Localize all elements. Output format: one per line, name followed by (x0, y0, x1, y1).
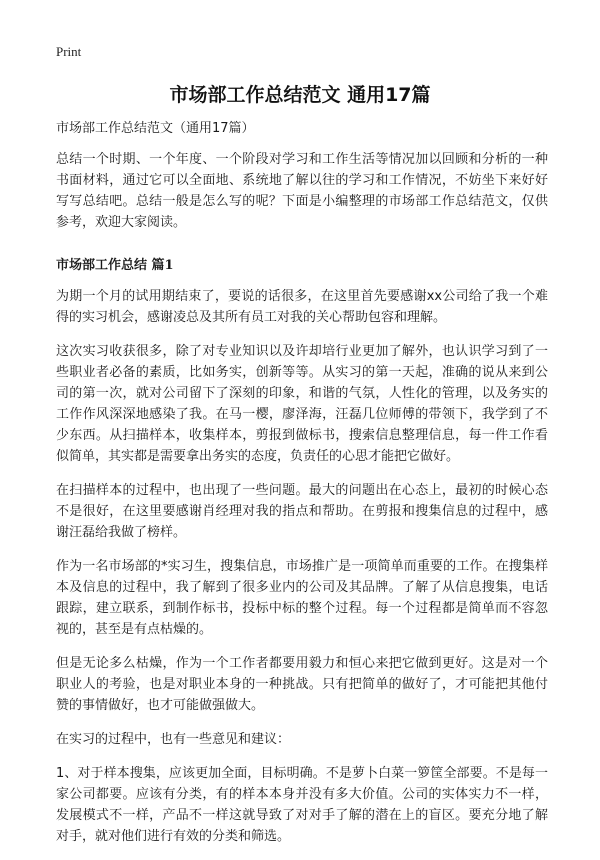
document-title: 市场部工作总结范文 通用17篇 (169, 84, 431, 106)
body-paragraph-4: 作为一名市场部的*实习生，搜集信息，市场推广是一项简单而重要的工作。在搜集样本及信息的过程中，我了解到了很多业内的公司及其品牌。了解了从信息搜集，电话跟踪，建立联系，到制作标书，投标中标的整个过程。每一个过程都是简单而不容忽视的，甚至是有点枯燥的。 (56, 559, 548, 637)
body-paragraph-1: 为期一个月的试用期结束了，要说的话很多，在这里首先要感谢xx公司给了我一个难得的实习机会，感谢凌总及其所有员工对我的关心帮助包容和理解。 (56, 289, 548, 325)
section-heading: 市场部工作总结 篇1 (56, 258, 174, 273)
print-link[interactable]: Print (56, 44, 82, 59)
document-subtitle: 市场部工作总结范文（通用17篇） (56, 121, 255, 136)
body-paragraph-3: 在扫描样本的过程中，也出现了一些问题。最大的问题出在心态上，最初的时候心态不是很好，在这里要感谢肖经理对我的指点和帮助。在剪报和搜集信息的过程中，感谢汪磊给我做了榜样。 (56, 483, 548, 540)
document-body (56, 118, 548, 860)
body-paragraph-7: 1、对于样本搜集，应该更加全面，目标明确。不是萝卜白菜一箩筐全部要。不是每一家公司都要。应该有分类，有的样本本身并没有多大价值。公司的实体实力不一样，发展模式不一样，产品不一样这就导致了对对手了解的潜在上的盲区。要充分地了解对手，就对他们进行有效的分类和筛选。 (56, 766, 548, 844)
intro-paragraph: 总结一个时期、一个年度、一个阶段对学习和工作生活等情况加以回顾和分析的一种书面材料，通过它可以全面地、系统地了解以往的学习和工作情况，不妨坐下来好好写写总结吧。总结一般是怎么写的呢？下面是小编整理的市场部工作总结范文，仅供参考，欢迎大家阅读。 (56, 152, 548, 230)
body-paragraph-2: 这次实习收获很多，除了对专业知识以及许却培行业更加了解外，也认识学习到了一些职业者必备的素质，比如务实，创新等等。从实习的第一天起，准确的说从来到公司的第一次，就对公司留下了深刻的印象，和谐的气氛，人性化的管理，以及务实的工作作风深深地感染了我。在马一樱，廖泽海，汪磊几位师傅的带领下，我学到了不少东西。从扫描样本，收集样本，剪报到做标书，搜索信息整理信息，每一件工作看似简单，其实都是需要拿出务实的态度，负责任的心思才能把它做好。 (56, 344, 548, 464)
body-paragraph-6: 在实习的过程中，也有一些意见和建议： (56, 732, 291, 747)
body-paragraph-5: 但是无论多么枯燥，作为一个工作者都要用毅力和恒心来把它做到更好。这是对一个职业人的考验，也是对职业本身的一种挑战。只有把简单的做好了，才可能把其他付赞的事情做好，也才可能做强做大。 (56, 656, 548, 713)
